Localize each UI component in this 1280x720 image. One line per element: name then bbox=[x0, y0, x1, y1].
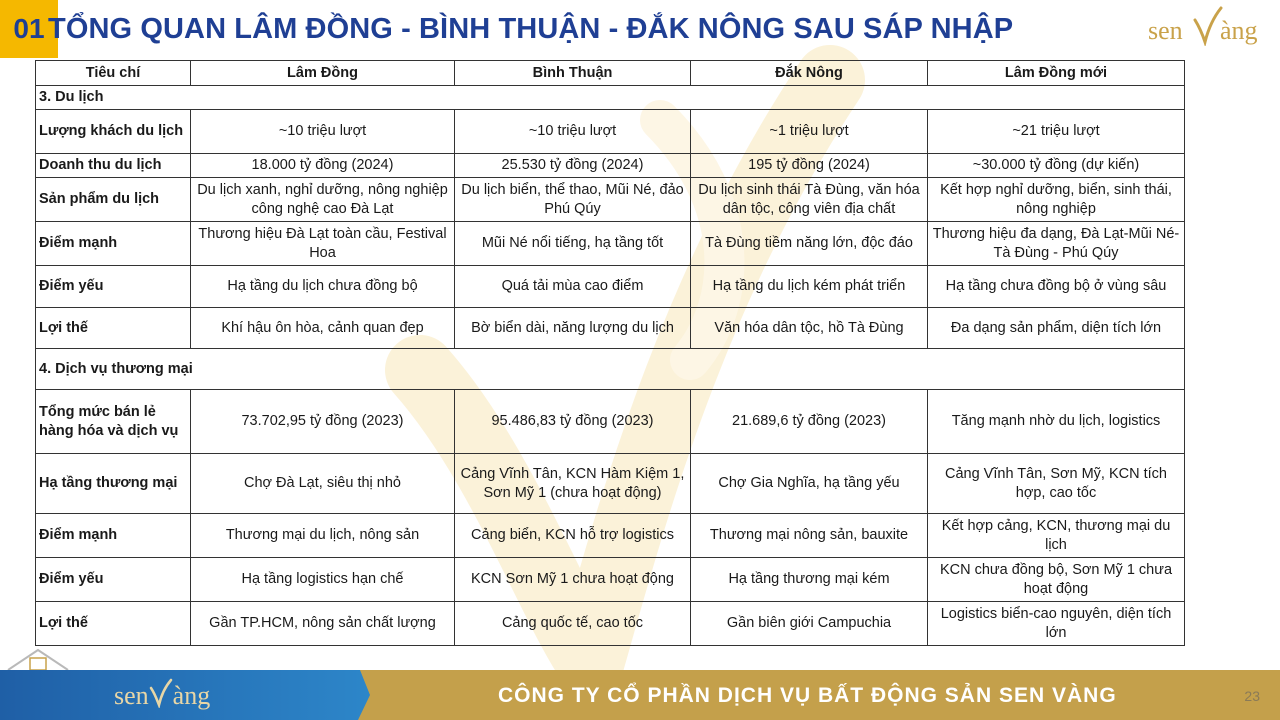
row-label: Tổng mức bán lẻ hàng hóa và dịch vụ bbox=[36, 390, 191, 454]
table-cell: Tà Đùng tiềm năng lớn, độc đáo bbox=[691, 222, 928, 266]
table-cell: Cảng Vĩnh Tân, KCN Hàm Kiệm 1, Sơn Mỹ 1 (chưa hoạt động) bbox=[455, 454, 691, 514]
column-header: Tiêu chí bbox=[36, 61, 191, 86]
section-number-badge: 01 bbox=[0, 0, 58, 58]
table-cell: 95.486,83 tỷ đồng (2023) bbox=[455, 390, 691, 454]
row-label: Lợi thế bbox=[36, 602, 191, 646]
table-cell: Văn hóa dân tộc, hồ Tà Đùng bbox=[691, 308, 928, 349]
column-header: Lâm Đồng bbox=[191, 61, 455, 86]
row-label: Hạ tầng thương mại bbox=[36, 454, 191, 514]
table-cell: Thương mại du lịch, nông sản bbox=[191, 514, 455, 558]
row-label: Sản phẩm du lịch bbox=[36, 178, 191, 222]
table-cell: 25.530 tỷ đồng (2024) bbox=[455, 154, 691, 178]
table-cell: Gần biên giới Campuchia bbox=[691, 602, 928, 646]
column-header: Đắk Nông bbox=[691, 61, 928, 86]
table-cell: ~1 triệu lượt bbox=[691, 110, 928, 154]
footer-logo: sen àng bbox=[114, 678, 210, 711]
page-title: TỔNG QUAN LÂM ĐỒNG - BÌNH THUẬN - ĐẮK NÔNG SAU SÁP NHẬP bbox=[48, 13, 1014, 45]
table-row bbox=[36, 390, 1185, 454]
row-label: Điểm yếu bbox=[36, 558, 191, 602]
table-cell: Hạ tầng logistics hạn chế bbox=[191, 558, 455, 602]
table-cell: Quá tải mùa cao điểm bbox=[455, 266, 691, 308]
company-name: CÔNG TY CỔ PHẦN DỊCH VỤ BẤT ĐỘNG SẢN SEN VÀNG bbox=[498, 684, 1117, 707]
table-row bbox=[36, 602, 1185, 646]
table-cell: Hạ tầng du lịch kém phát triển bbox=[691, 266, 928, 308]
house-logo-icon bbox=[4, 646, 72, 670]
footer-bar bbox=[0, 670, 1280, 720]
table-cell: 18.000 tỷ đồng (2024) bbox=[191, 154, 455, 178]
column-header: Bình Thuận bbox=[455, 61, 691, 86]
table-cell: Gần TP.HCM, nông sản chất lượng bbox=[191, 602, 455, 646]
table-cell: 73.702,95 tỷ đồng (2023) bbox=[191, 390, 455, 454]
table-cell: KCN Sơn Mỹ 1 chưa hoạt động bbox=[455, 558, 691, 602]
table-cell: KCN chưa đồng bộ, Sơn Mỹ 1 chưa hoạt động bbox=[928, 558, 1185, 602]
section-row-trade bbox=[36, 349, 1185, 390]
table-cell: Thương hiệu đa dạng, Đà Lạt-Mũi Né-Tà Đùng - Phú Qúy bbox=[928, 222, 1185, 266]
row-label: Lượng khách du lịch bbox=[36, 110, 191, 154]
row-label: Điểm mạnh bbox=[36, 222, 191, 266]
table-cell: Du lịch sinh thái Tà Đùng, văn hóa dân tộc, công viên địa chất bbox=[691, 178, 928, 222]
table-cell: Khí hậu ôn hòa, cảnh quan đẹp bbox=[191, 308, 455, 349]
table-row bbox=[36, 308, 1185, 349]
table-cell: Du lịch biển, thể thao, Mũi Né, đảo Phú Qúy bbox=[455, 178, 691, 222]
table-row bbox=[36, 514, 1185, 558]
table-row bbox=[36, 154, 1185, 178]
table-row bbox=[36, 110, 1185, 154]
column-header: Lâm Đồng mới bbox=[928, 61, 1185, 86]
table-cell: ~10 triệu lượt bbox=[455, 110, 691, 154]
logo-swoosh-icon bbox=[149, 678, 173, 708]
table-row bbox=[36, 266, 1185, 308]
table-cell: Du lịch xanh, nghỉ dưỡng, nông nghiệp công nghệ cao Đà Lạt bbox=[191, 178, 455, 222]
table-cell: Kết hợp nghỉ dưỡng, biển, sinh thái, nông nghiệp bbox=[928, 178, 1185, 222]
table-row bbox=[36, 558, 1185, 602]
table-cell: Bờ biển dài, năng lượng du lịch bbox=[455, 308, 691, 349]
table-row bbox=[36, 178, 1185, 222]
table-cell: Hạ tầng thương mại kém bbox=[691, 558, 928, 602]
table-cell: Chợ Gia Nghĩa, hạ tầng yếu bbox=[691, 454, 928, 514]
table-cell: Chợ Đà Lạt, siêu thị nhỏ bbox=[191, 454, 455, 514]
table-cell: ~21 triệu lượt bbox=[928, 110, 1185, 154]
table-cell: Đa dạng sản phẩm, diện tích lớn bbox=[928, 308, 1185, 349]
table-cell: 21.689,6 tỷ đồng (2023) bbox=[691, 390, 928, 454]
section-row-tourism bbox=[36, 86, 1185, 110]
page-number: 23 bbox=[1244, 688, 1260, 704]
table-row bbox=[36, 454, 1185, 514]
row-label: Lợi thế bbox=[36, 308, 191, 349]
table-cell: Thương mại nông sản, bauxite bbox=[691, 514, 928, 558]
row-label: Điểm yếu bbox=[36, 266, 191, 308]
table-cell: Thương hiệu Đà Lạt toàn cầu, Festival Hoa bbox=[191, 222, 455, 266]
table-cell: Tăng mạnh nhờ du lịch, logistics bbox=[928, 390, 1185, 454]
table-cell: Cảng quốc tế, cao tốc bbox=[455, 602, 691, 646]
table-cell: ~10 triệu lượt bbox=[191, 110, 455, 154]
section-heading: 4. Dịch vụ thương mại bbox=[36, 349, 1185, 390]
row-label: Doanh thu du lịch bbox=[36, 154, 191, 178]
table-row bbox=[36, 222, 1185, 266]
row-label: Điểm mạnh bbox=[36, 514, 191, 558]
table-cell: Mũi Né nổi tiếng, hạ tầng tốt bbox=[455, 222, 691, 266]
comparison-table bbox=[35, 60, 1185, 646]
table-cell: Hạ tầng du lịch chưa đồng bộ bbox=[191, 266, 455, 308]
table-cell: Hạ tầng chưa đồng bộ ở vùng sâu bbox=[928, 266, 1185, 308]
section-heading: 3. Du lịch bbox=[36, 86, 1185, 110]
table-cell: Cảng biển, KCN hỗ trợ logistics bbox=[455, 514, 691, 558]
table-cell: Cảng Vĩnh Tân, Sơn Mỹ, KCN tích hợp, cao tốc bbox=[928, 454, 1185, 514]
table-cell: 195 tỷ đồng (2024) bbox=[691, 154, 928, 178]
table-cell: Kết hợp cảng, KCN, thương mại du lịch bbox=[928, 514, 1185, 558]
sen-vang-logo: sen àng bbox=[1148, 6, 1270, 50]
table-cell: ~30.000 tỷ đồng (dự kiến) bbox=[928, 154, 1185, 178]
table-header-row bbox=[36, 61, 1185, 86]
table-cell: Logistics biển-cao nguyên, diện tích lớn bbox=[928, 602, 1185, 646]
